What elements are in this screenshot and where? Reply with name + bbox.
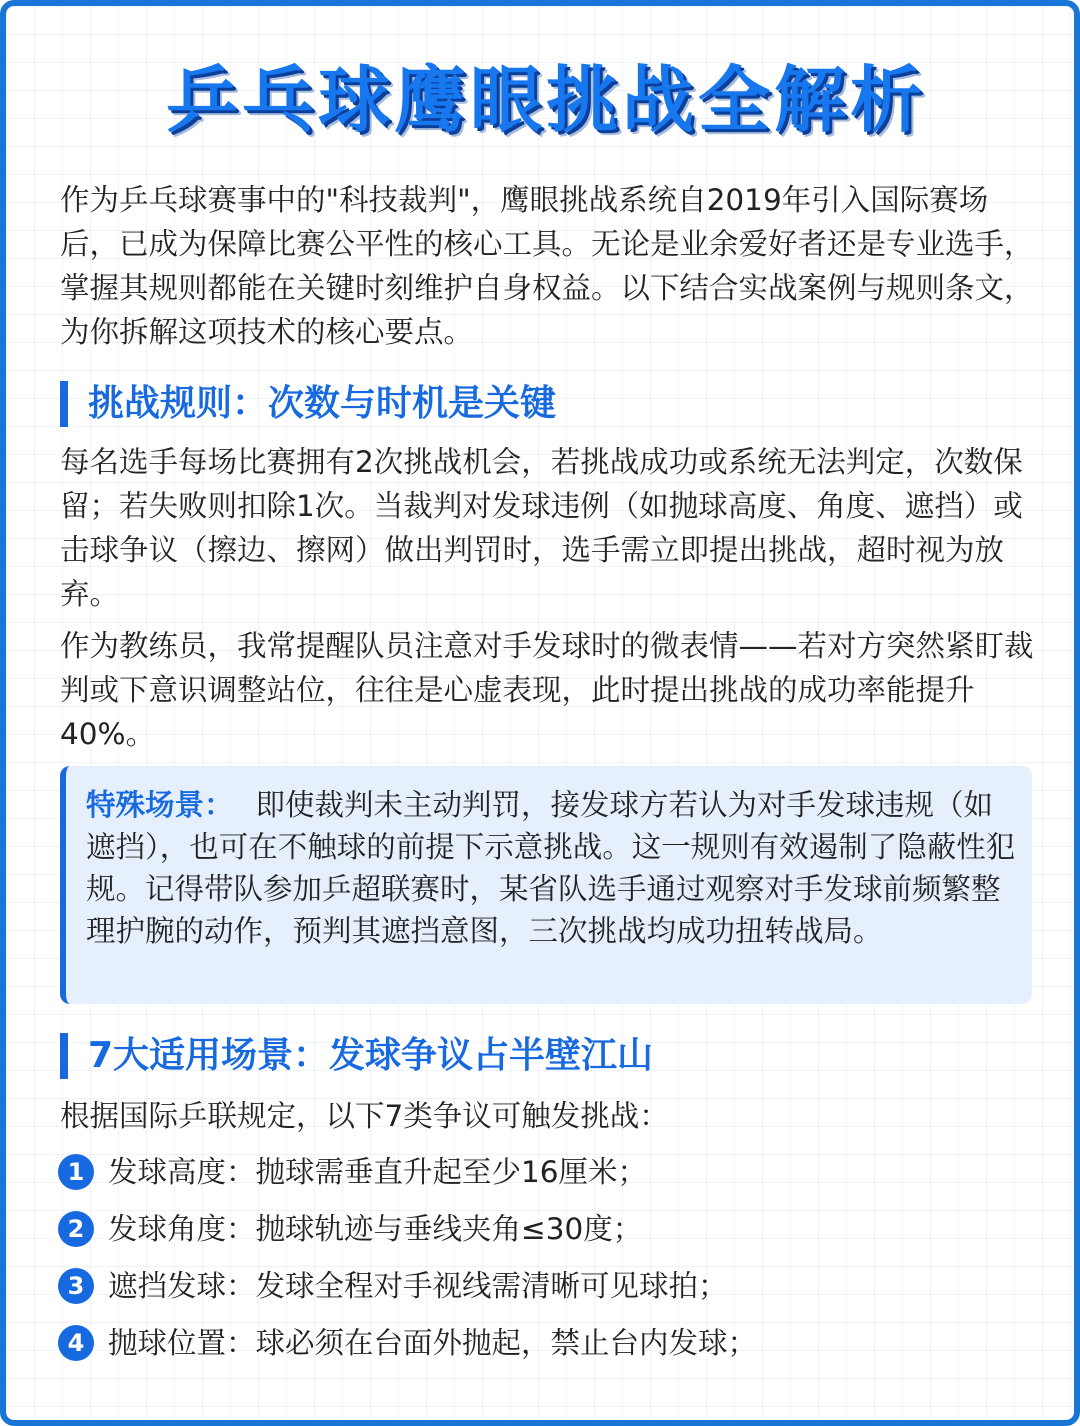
- list-item-text: 抛球位置：球必须在台面外抛起，禁止台内发球；: [108, 1326, 758, 1360]
- section-heading-text: 挑战规则：次数与时机是关键: [88, 383, 557, 424]
- callout-text: [86, 784, 1018, 952]
- list-item: [58, 1144, 1038, 1201]
- number-badge-icon: 3: [58, 1268, 94, 1304]
- rules-paragraph: 每名选手每场比赛拥有2次挑战机会，若挑战成功或系统无法判定，次数保留；若失败则扣除1次。当裁判对发球违例（如抛球高度、角度、遮挡）或击球争议（擦边、擦网）做出判罚时，选手需立即提出挑战，超时视为放弃。: [60, 445, 1023, 611]
- list-item-text: 发球角度：抛球轨迹与垂线夹角≤30度；: [108, 1212, 643, 1246]
- section-heading-text: 7大适用场景：发球争议占半壁江山: [88, 1035, 654, 1076]
- number-badge-icon: 2: [58, 1211, 94, 1247]
- scenarios-intro: 根据国际乒联规定，以下7类争议可触发挑战：: [60, 1099, 669, 1133]
- section-heading-challenge-rules: [60, 378, 1036, 430]
- number-badge-icon: 1: [58, 1154, 94, 1190]
- section-heading-applicable-scenarios: [60, 1030, 1036, 1082]
- intro-paragraph: 作为乒乓球赛事中的"科技裁判"，鹰眼挑战系统自2019年引入国际赛场后，已成为保障比赛公平性的核心工具。无论是业余爱好者还是专业选手，掌握其规则都能在关键时刻维护自身权益。以下结合实战案例与规则条文，为你拆解这项技术的核心要点。: [60, 183, 1034, 349]
- heading-accent-bar: [60, 1033, 68, 1079]
- list-item-text: 遮挡发球：发球全程对手视线需清晰可见球拍；: [108, 1269, 728, 1303]
- number-badge-icon: 4: [58, 1325, 94, 1361]
- list-item: [58, 1258, 1038, 1315]
- callout-label: 特殊场景：: [86, 788, 234, 822]
- list-item-text: 发球高度：抛球需垂直升起至少16厘米；: [108, 1155, 648, 1189]
- callout-body: 即使裁判未主动判罚，接发球方若认为对手发球违规（如遮挡），也可在不触球的前提下示意挑战。这一规则有效遏制了隐蔽性犯规。记得带队参加乒超联赛时，某省队选手通过观察对手发球前频繁整理护腕的动作，预判其遮挡意图，三次挑战均成功扭转战局。: [86, 788, 1016, 948]
- scenario-list: [58, 1144, 1038, 1372]
- special-scenario-callout: [60, 766, 1032, 1004]
- page-title: 乒乓球鹰眼挑战全解析: [165, 58, 926, 142]
- coach-paragraph: 作为教练员，我常提醒队员注意对手发球时的微表情——若对方突然紧盯裁判或下意识调整站位，往往是心虚表现，此时提出挑战的成功率能提升40%。: [60, 629, 1034, 751]
- list-item: [58, 1201, 1038, 1258]
- heading-accent-bar: [60, 381, 68, 427]
- list-item: [58, 1315, 1038, 1372]
